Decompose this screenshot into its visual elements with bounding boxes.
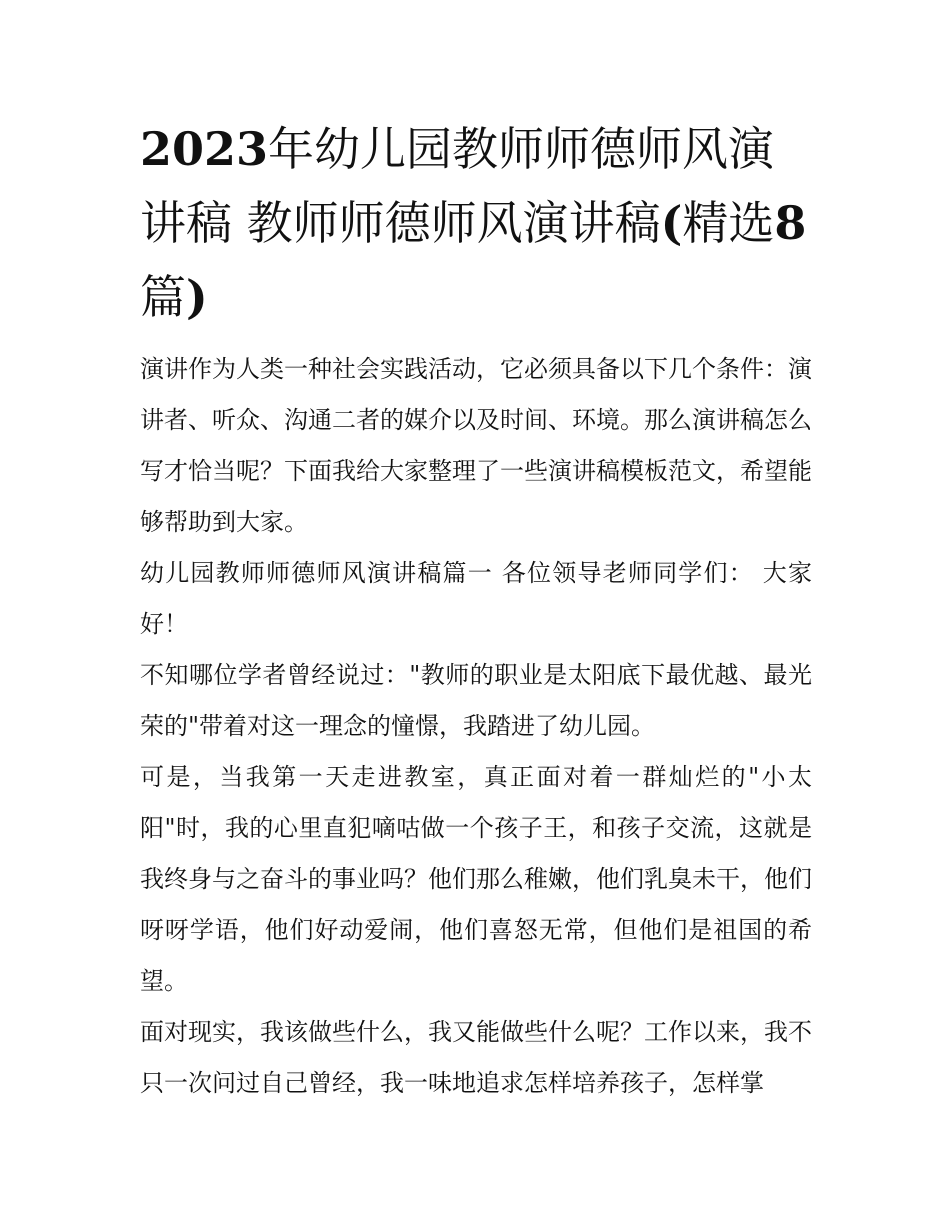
document-title: 2023年幼儿园教师师德师风演讲稿 教师师德师风演讲稿(精选8篇) bbox=[140, 122, 807, 324]
paragraph: 可是，当我第一天走进教室，真正面对着一群灿烂的"小太阳"时，我的心里直犯嘀咕做一个孩子王，和孩子交流，这就是我终身与之奋斗的事业吗？他们那么稚嫩，他们乳臭未干，他们呀呀学语，他们好动爱闹，他们喜怒无常，但他们是祖国的希望。 bbox=[140, 763, 812, 995]
paragraph: 演讲作为人类一种社会实践活动，它必须具备以下几个条件：演讲者、听众、沟通二者的媒介以及时间、环境。那么演讲稿怎么写才恰当呢？下面我给大家整理了一些演讲稿模板范文，希望能够帮助到大家。 bbox=[140, 355, 812, 536]
paragraph: 幼儿园教师师德师风演讲稿篇一 各位领导老师同学们： 大家好！ bbox=[140, 559, 812, 638]
document-body bbox=[140, 112, 812, 1109]
paragraph: 面对现实，我该做些什么，我又能做些什么呢？工作以来，我不只一次问过自己曾经，我一味地追求怎样培养孩子，怎样掌 bbox=[140, 1018, 812, 1097]
paragraph: 不知哪位学者曾经说过："教师的职业是太阳底下最优越、最光荣的"带着对这一理念的憧憬，我踏进了幼儿园。 bbox=[140, 661, 812, 740]
